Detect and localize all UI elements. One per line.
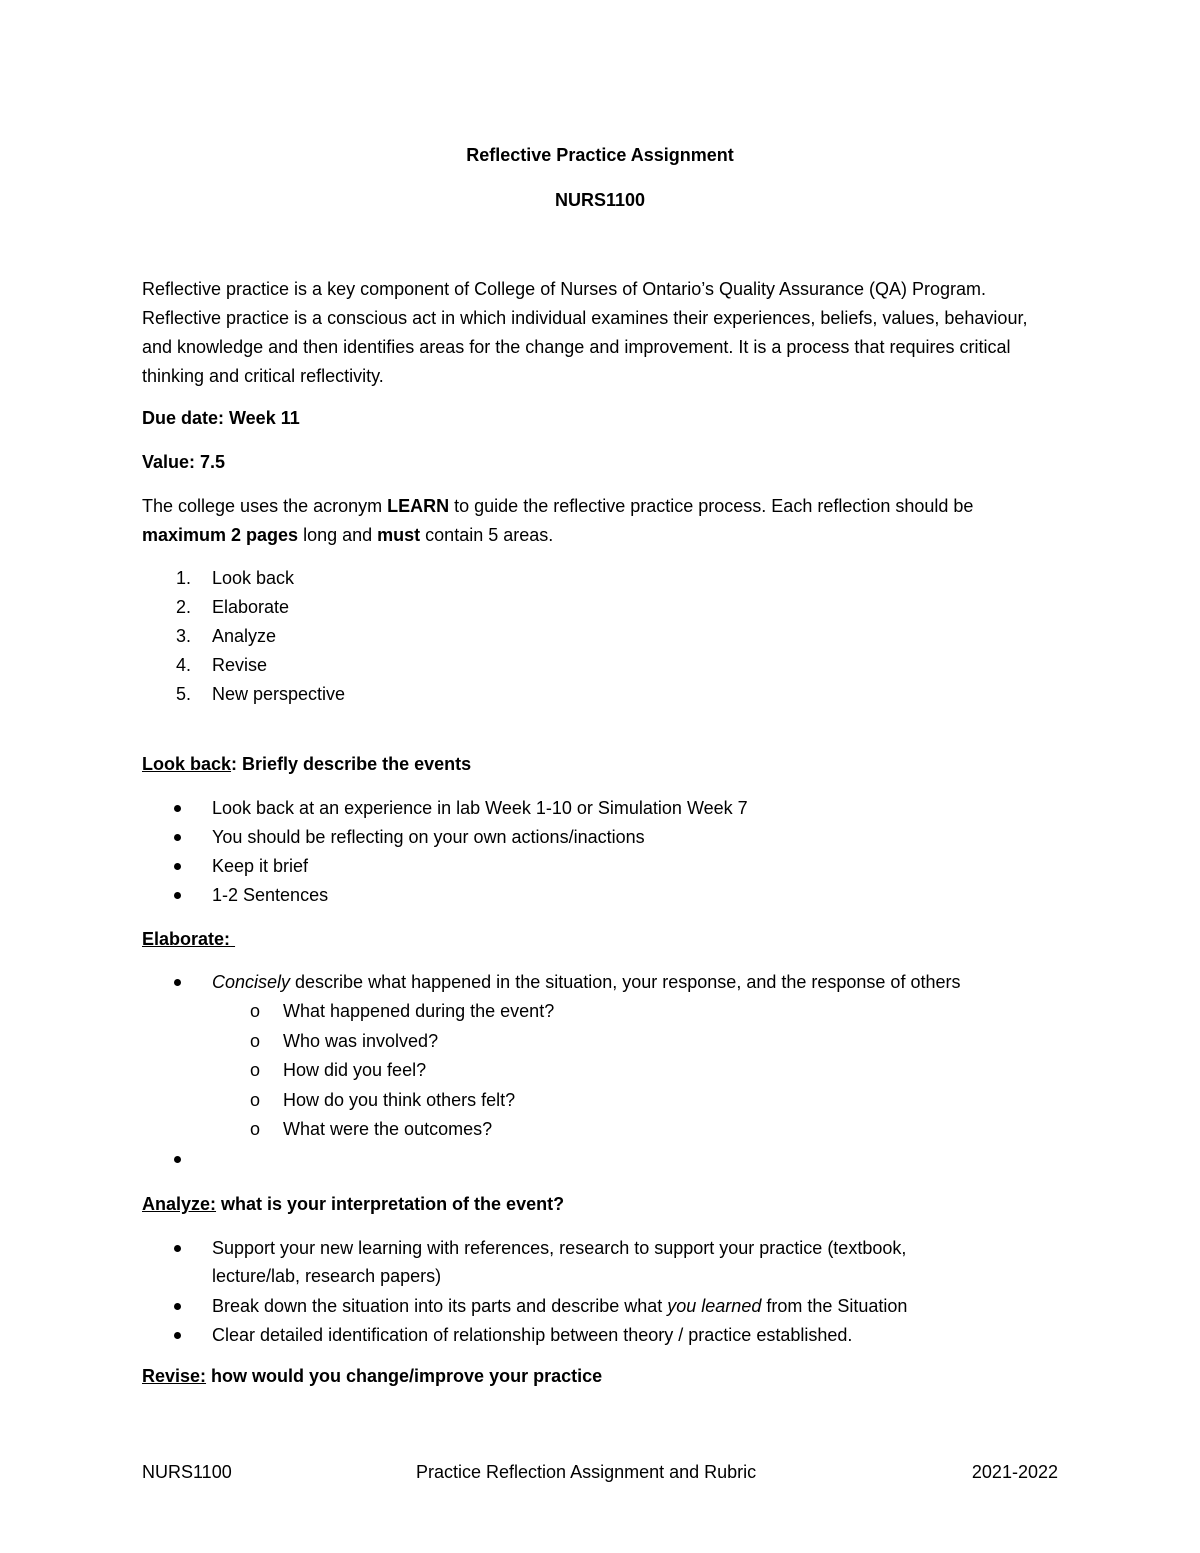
bullet-icon bbox=[174, 1156, 181, 1163]
bullet-text: describe what happened in the situation, your response, and the response of others bbox=[290, 972, 961, 992]
sub-list-item bbox=[142, 997, 1062, 1027]
revise-subtitle: how would you change/improve your practice bbox=[206, 1366, 603, 1386]
sub-bullet-text: Who was involved? bbox=[283, 1030, 439, 1051]
list-item bbox=[142, 968, 1062, 997]
list-item bbox=[142, 794, 1062, 823]
list-item bbox=[142, 651, 1062, 680]
acronym-text-2: to guide the reflective practice process. Each reflection should be bbox=[449, 496, 974, 516]
elaborate-heading bbox=[142, 925, 1062, 953]
sub-bullet-text: What were the outcomes? bbox=[283, 1119, 493, 1139]
bullet-text-end: from the Situation bbox=[761, 1296, 908, 1316]
bullet-icon bbox=[174, 834, 181, 841]
list-item bbox=[142, 564, 1062, 593]
elaborate-empty-bullet bbox=[142, 1145, 1062, 1174]
bullet-text: You should be reflecting on your own actions/inactions bbox=[212, 827, 645, 847]
due-date: Due date: Week 11 bbox=[142, 408, 300, 428]
sub-bullet-icon: o bbox=[250, 1001, 261, 1021]
sub-list-item bbox=[142, 1027, 1062, 1057]
intro-paragraph: Reflective practice is a key component of College of Nurses of Ontario’s Quality Assurance (QA) Program. Reflective practice is a conscious act in which individual examines their experiences, beliefs, values, behaviour, and knowledge and then identifies areas for the change and improvement. It is a process that requires critical thinking and critical reflectivity. bbox=[142, 279, 1028, 386]
sub-bullet-text: How did you feel? bbox=[283, 1060, 427, 1080]
acronym-text-1: The college uses the acronym bbox=[142, 496, 388, 516]
list-item bbox=[142, 622, 1062, 651]
bullet-text: Clear detailed identification of relationship between theory / practice established. bbox=[212, 1325, 853, 1345]
sub-bullet-icon: o bbox=[250, 1089, 261, 1110]
sub-bullet-text: How do you think others felt? bbox=[283, 1089, 516, 1110]
bullet-icon bbox=[174, 892, 181, 899]
elaborate-title: Elaborate: bbox=[142, 929, 231, 949]
acronym-paragraph bbox=[142, 492, 1062, 550]
list-number: 1. bbox=[176, 568, 192, 588]
list-item-label: Elaborate bbox=[212, 597, 290, 617]
look-back-bullets bbox=[142, 794, 1062, 910]
page-footer bbox=[142, 1458, 1058, 1486]
sub-list-item bbox=[142, 1115, 1062, 1145]
acronym-text-4: contain 5 areas. bbox=[420, 525, 554, 545]
footer-right: 2021-2022 bbox=[971, 1462, 1058, 1482]
list-item bbox=[142, 823, 1062, 852]
sub-bullet-icon: o bbox=[250, 1119, 261, 1139]
list-item bbox=[142, 881, 1062, 910]
elaborate-bullets bbox=[142, 968, 1062, 997]
bullet-icon bbox=[174, 1332, 181, 1339]
acronym-max-pages: maximum 2 pages bbox=[142, 525, 299, 545]
list-item-label: Look back bbox=[212, 568, 295, 588]
analyze-bullets bbox=[142, 1234, 1062, 1350]
list-item bbox=[142, 680, 1062, 709]
look-back-heading bbox=[142, 750, 1062, 778]
list-item-label: New perspective bbox=[212, 684, 346, 704]
learn-steps-list bbox=[142, 564, 1062, 709]
list-number: 5. bbox=[176, 684, 192, 704]
value-line: Value: 7.5 bbox=[142, 452, 226, 472]
list-number: 4. bbox=[176, 655, 192, 675]
list-number: 3. bbox=[176, 626, 192, 646]
acronym-learn: LEARN bbox=[387, 496, 450, 516]
bullet-text-continued: lecture/lab, research papers) bbox=[212, 1266, 442, 1286]
bullet-text: 1-2 Sentences bbox=[212, 885, 329, 905]
list-item bbox=[142, 852, 1062, 881]
look-back-subtitle: : Briefly describe the events bbox=[231, 754, 472, 774]
bullet-icon bbox=[174, 1245, 181, 1252]
list-item bbox=[142, 1292, 1062, 1321]
list-number: 2. bbox=[176, 597, 192, 617]
bullet-icon bbox=[174, 979, 181, 986]
bullet-text: Keep it brief bbox=[212, 856, 309, 876]
bullet-text: Break down the situation into its parts and describe what bbox=[212, 1296, 668, 1316]
analyze-subtitle: what is your interpretation of the event? bbox=[216, 1194, 565, 1214]
bullet-text: Support your new learning with references, research to support your practice (textbook, bbox=[212, 1238, 907, 1258]
list-item-label: Revise bbox=[212, 655, 268, 675]
revise-heading bbox=[142, 1362, 1062, 1390]
elaborate-questions bbox=[142, 997, 1062, 1145]
analyze-heading bbox=[142, 1190, 1062, 1218]
list-item bbox=[142, 1321, 1062, 1350]
sub-bullet-icon: o bbox=[250, 1060, 261, 1080]
sub-bullet-text: What happened during the event? bbox=[283, 1001, 555, 1021]
list-item bbox=[142, 1145, 1062, 1174]
bullet-icon bbox=[174, 805, 181, 812]
bullet-italic-text: Concisely bbox=[212, 972, 291, 992]
bullet-text: Look back at an experience in lab Week 1-10 or Simulation Week 7 bbox=[212, 798, 748, 818]
look-back-title: Look back bbox=[142, 754, 232, 774]
sub-list-item bbox=[142, 1086, 1062, 1116]
footer-left: NURS1100 bbox=[142, 1462, 232, 1482]
acronym-text-3: long and bbox=[298, 525, 378, 545]
course-code: NURS1100 bbox=[554, 190, 646, 210]
document-title: Reflective Practice Assignment bbox=[466, 145, 734, 165]
bullet-icon bbox=[174, 1303, 181, 1310]
revise-title: Revise: bbox=[142, 1366, 207, 1386]
list-item bbox=[142, 593, 1062, 622]
acronym-must: must bbox=[377, 525, 421, 545]
analyze-title: Analyze: bbox=[142, 1194, 217, 1214]
sub-list-item bbox=[142, 1056, 1062, 1086]
sub-bullet-icon: o bbox=[250, 1030, 261, 1051]
bullet-icon bbox=[174, 863, 181, 870]
list-item bbox=[142, 1234, 1062, 1292]
list-item-label: Analyze bbox=[212, 626, 277, 646]
bullet-italic-text: you learned bbox=[667, 1296, 762, 1316]
footer-center: Practice Reflection Assignment and Rubric bbox=[416, 1462, 757, 1482]
